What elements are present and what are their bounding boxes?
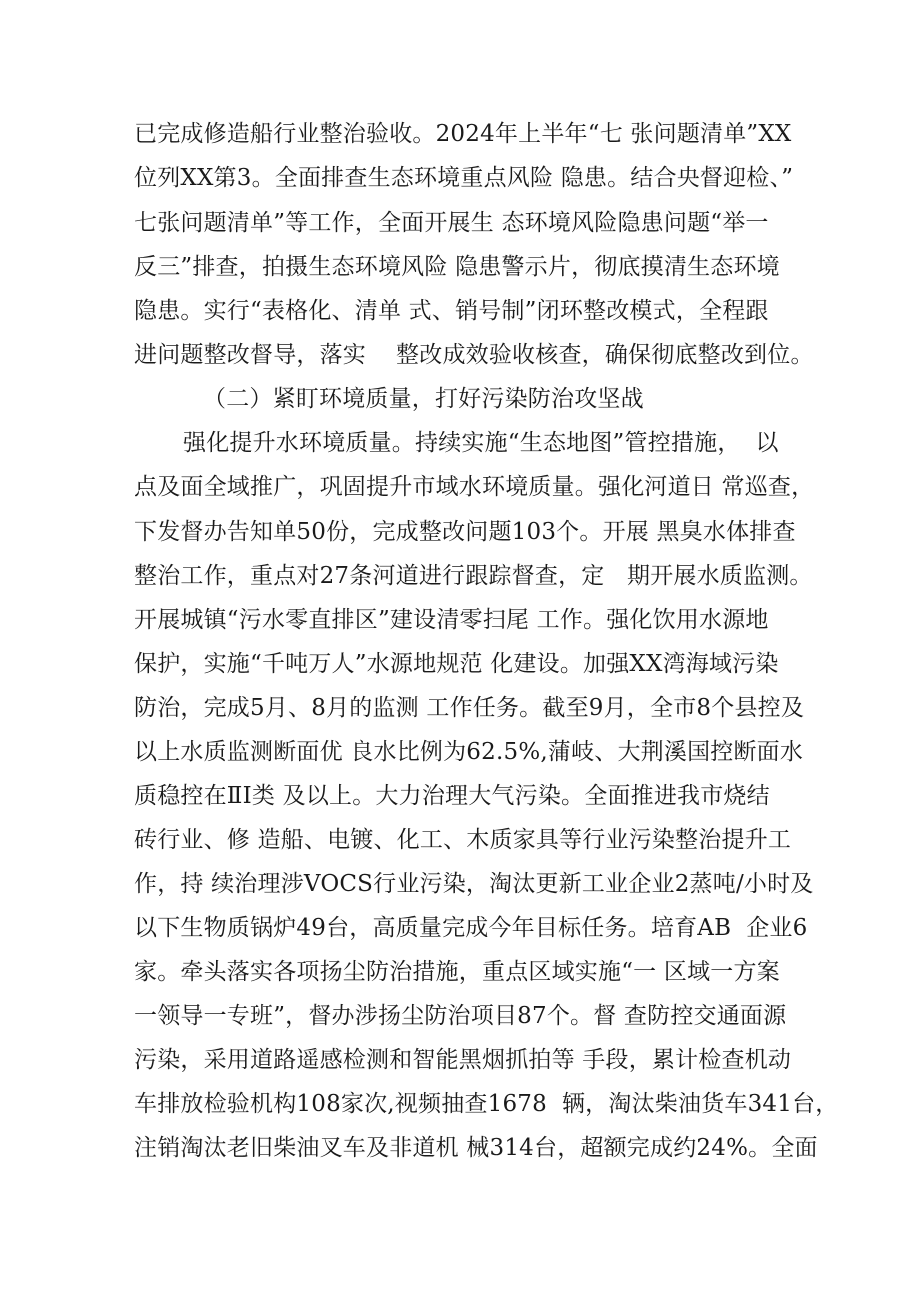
paragraph-line: 家。牵头落实各项扬尘防治措施，重点区域实施“一 区域一方案 xyxy=(134,959,780,985)
paragraph-line: 注销淘汰老旧柴油叉车及非道机 械314台，超额完成约24%。全面 xyxy=(134,1135,818,1161)
paragraph-line: 一领导一专班”，督办涉扬尘防治项目87个。督 查防控交通面源 xyxy=(134,1003,787,1029)
paragraph-line: 开展城镇“污水零直排区”建设清零扫尾 工作。强化饮用水源地 xyxy=(134,607,769,633)
paragraph-line: 以下生物质锅炉49台，高质量完成今年目标任务。培育AB 企业6 xyxy=(134,915,808,941)
paragraph-line: 已完成修造船行业整治验收。2024年上半年“七 张问题清单”XX xyxy=(134,121,792,147)
paragraph-line: 整治工作，重点对27条河道进行跟踪督查，定 期开展水质监测。 xyxy=(134,563,813,589)
paragraph-line: 车排放检验机构108家次,视频抽查1678 辆，淘汰柴油货车341台， xyxy=(134,1091,839,1117)
paragraph-line: 反三”排查，拍摄生态环境风险 隐患警示片，彻底摸清生态环境 xyxy=(134,254,780,280)
paragraph-line: 强化提升水环境质量。持续实施“生态地图”管控措施， 以 xyxy=(183,430,779,456)
paragraph-line: 防治，完成5月、8月的监测 工作任务。截至9月，全市8个县控及 xyxy=(134,695,805,721)
paragraph-line: 隐患。实行“表格化、清单 式、销号制”闭环整改模式，全程跟 xyxy=(134,298,769,324)
paragraph-line: 保护，实施“千吨万人”水源地规范 化建设。加强XX湾海域污染 xyxy=(134,651,779,677)
paragraph-line: 以上水质监测断面优 良水比例为62.5%,蒲岐、大荆溪国控断面水 xyxy=(134,739,804,765)
paragraph-line: 点及面全域推广，巩固提升市域水环境质量。强化河道日 常巡查， xyxy=(134,474,815,500)
section-heading: （二）紧盯环境质量，打好污染防治攻坚战 xyxy=(203,386,644,412)
paragraph-line: 下发督办告知单50份，完成整改问题103个。开展 黑臭水体排查 xyxy=(134,519,796,545)
paragraph-line: 位列XX第3。全面排查生态环境重点风险 隐患。结合央督迎检、” xyxy=(134,165,794,191)
paragraph-line: 质稳控在ⅡI类 及以上。大力治理大气污染。全面推进我市烧结 xyxy=(134,783,770,809)
paragraph-line: 污染，采用道路遥感检测和智能黑烟抓拍等 手段，累计检查机动 xyxy=(134,1047,792,1073)
paragraph-line: 进问题整改督导，落实 整改成效验收核查，确保彻底整改到位。 xyxy=(134,342,814,368)
paragraph-line: 作，持 续治理涉VOCS行业污染，淘汰更新工业企业2蒸吨/小时及 xyxy=(134,871,814,897)
paragraph-line: 七张问题清单”等工作，全面开展生 态环境风险隐患问题“举一 xyxy=(134,210,769,236)
paragraph-line: 砖行业、修 造船、电镀、化工、木质家具等行业污染整治提升工 xyxy=(134,827,792,853)
